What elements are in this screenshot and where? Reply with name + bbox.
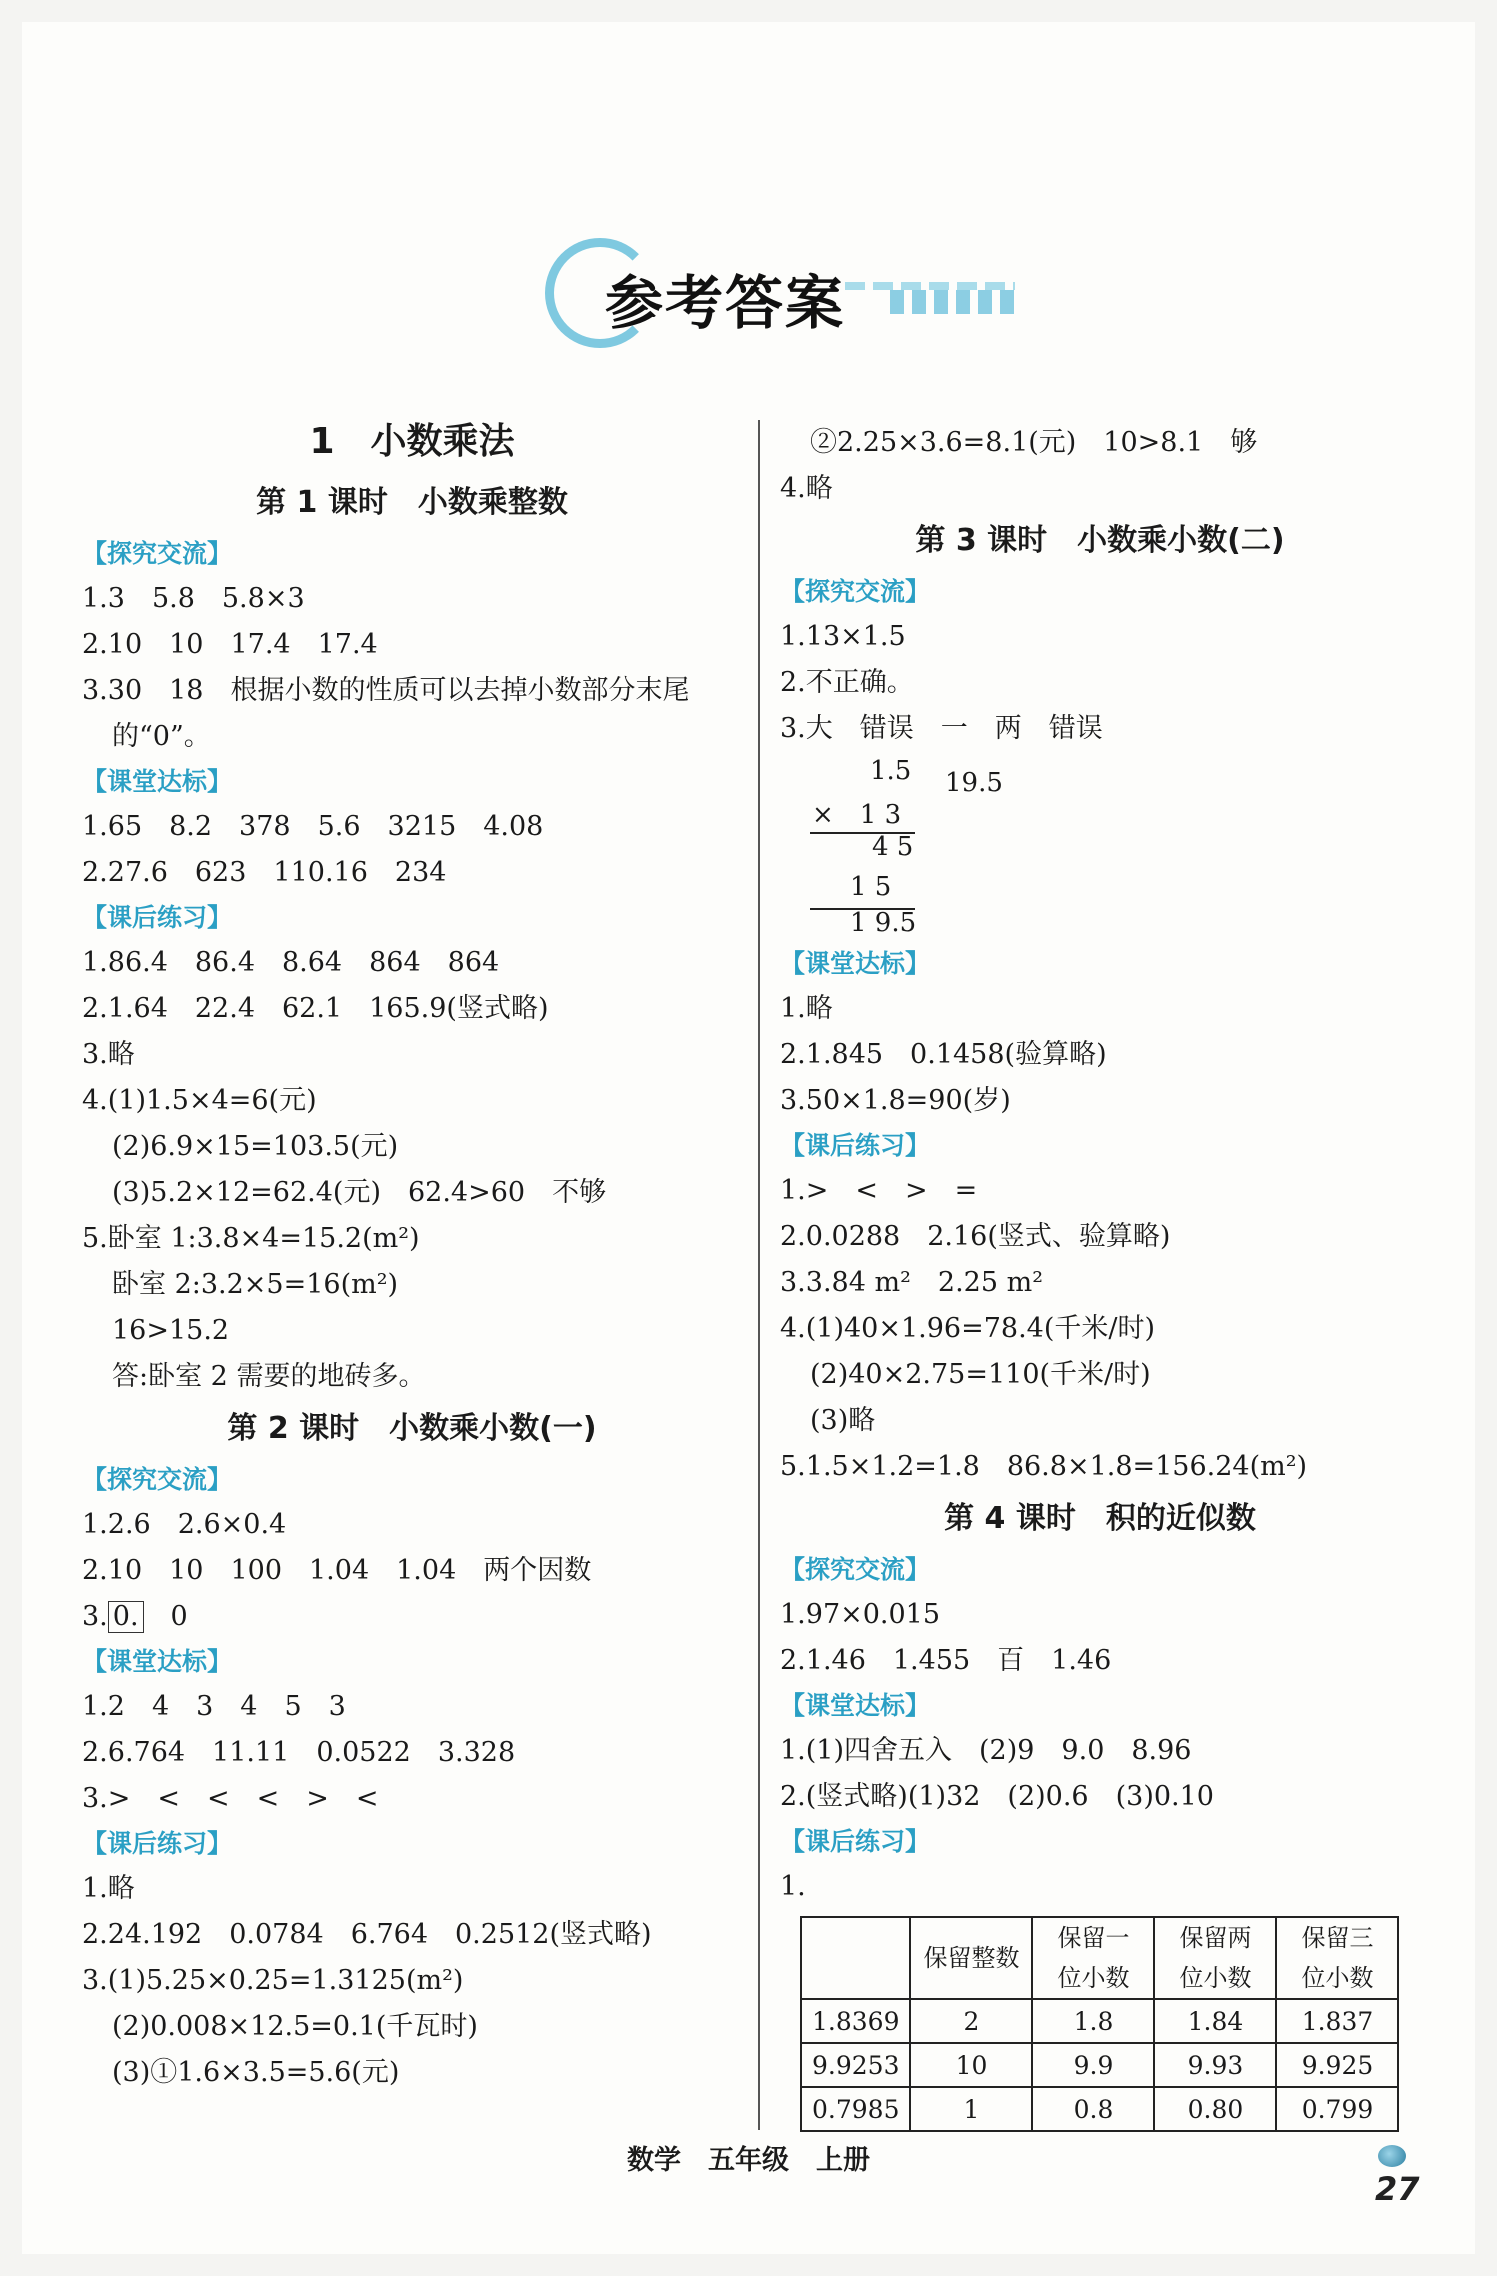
calc-result: 1 9.5 bbox=[850, 908, 917, 938]
answer-line: (3)①1.6×3.5=5.6(元) bbox=[112, 2057, 400, 2088]
section-tag: 【课堂达标】 bbox=[780, 949, 931, 978]
page-footer: 数学 五年级 上册 bbox=[627, 2145, 870, 2176]
table-cell: 1.8 bbox=[1032, 1999, 1154, 2043]
table-cell: 1 bbox=[910, 2087, 1032, 2131]
lesson2-heading: 第 2 课时 小数乘小数(一) bbox=[227, 1411, 597, 1446]
answer-line: 3.30 18 根据小数的性质可以去掉小数部分末尾 bbox=[82, 675, 690, 706]
table-row bbox=[801, 2043, 1398, 2087]
table-cell: 1.837 bbox=[1276, 1999, 1398, 2043]
title-dash-decoration-2 bbox=[890, 290, 1020, 314]
answer-line: 5.1.5×1.2=1.8 86.8×1.8=156.24(m²) bbox=[780, 1451, 1308, 1482]
lesson1-heading: 第 1 课时 小数乘整数 bbox=[256, 485, 568, 520]
answer-line: 3.略 bbox=[82, 1039, 135, 1070]
answer-line: 1.2 4 3 4 5 3 bbox=[82, 1691, 346, 1722]
right-column bbox=[780, 420, 1420, 2132]
calc-multiplier: × 1 3 bbox=[812, 800, 902, 830]
calc-partial-2: 1 5 bbox=[850, 872, 892, 902]
answer-line: 1.86.4 86.4 8.64 864 864 bbox=[82, 947, 500, 978]
section-tag: 【课堂达标】 bbox=[82, 767, 233, 796]
answer-line: 4.(1)40×1.96=78.4(千米/时) bbox=[780, 1313, 1156, 1344]
table-cell: 9.9253 bbox=[801, 2043, 910, 2087]
answer-line: ②2.25×3.6=8.1(元) 10>8.1 够 bbox=[810, 427, 1258, 458]
calc-result-side: 19.5 bbox=[945, 768, 1003, 798]
calc-multiplicand: 1.5 bbox=[870, 756, 912, 786]
page-title: 参考答案 bbox=[605, 269, 846, 337]
table-row bbox=[801, 1999, 1398, 2043]
column-divider bbox=[758, 420, 760, 2130]
answer-line: 答:卧室 2 需要的地砖多。 bbox=[112, 1361, 426, 1392]
answer-line: 2.6.764 11.11 0.0522 3.328 bbox=[82, 1737, 516, 1768]
answer-line: 1.略 bbox=[82, 1873, 135, 1904]
answer-line: 卧室 2:3.2×5=16(m²) bbox=[112, 1269, 399, 1300]
globe-icon bbox=[1378, 2145, 1406, 2167]
answer-line: 5.卧室 1:3.8×4=15.2(m²) bbox=[82, 1223, 420, 1254]
section-tag: 【探究交流】 bbox=[82, 539, 233, 568]
section-tag: 【探究交流】 bbox=[82, 1465, 233, 1494]
chapter-heading: 1 小数乘法 bbox=[309, 421, 515, 462]
table-cell: 0.799 bbox=[1276, 2087, 1398, 2131]
answer-line: 1.略 bbox=[780, 993, 833, 1024]
header-line: 位小数 bbox=[1179, 1964, 1252, 1992]
answer-line: 2.10 10 100 1.04 1.04 两个因数 bbox=[82, 1555, 592, 1586]
section-tag: 【探究交流】 bbox=[780, 1555, 931, 1584]
table-row bbox=[801, 2087, 1398, 2131]
section-tag: 【探究交流】 bbox=[780, 577, 931, 606]
table-cell: 9.925 bbox=[1276, 2043, 1398, 2087]
header-line: 保留三 bbox=[1301, 1924, 1374, 1952]
table-cell: 9.9 bbox=[1032, 2043, 1154, 2087]
page-number: 27 bbox=[1375, 2170, 1420, 2208]
table-cell: 1.84 bbox=[1154, 1999, 1276, 2043]
answer-prefix: 3. bbox=[82, 1601, 108, 1632]
table-header-cell bbox=[1154, 1917, 1276, 1999]
answer-line: 3.大 错误 一 两 错误 bbox=[780, 713, 1103, 744]
answer-line: 1.(1)四舍五入 (2)9 9.0 8.96 bbox=[780, 1735, 1192, 1766]
title-dash-decoration bbox=[845, 282, 1015, 290]
answer-line: 3.50×1.8=90(岁) bbox=[780, 1085, 1011, 1116]
table-header-cell bbox=[1032, 1917, 1154, 1999]
section-tag: 【课后练习】 bbox=[780, 1131, 931, 1160]
vertical-calculation bbox=[780, 752, 1420, 942]
answer-line: 4.略 bbox=[780, 473, 833, 504]
header-line: 保留两 bbox=[1179, 1924, 1252, 1952]
table-header-cell bbox=[1276, 1917, 1398, 1999]
table-cell: 1.8369 bbox=[801, 1999, 910, 2043]
answer-line: 1.2.6 2.6×0.4 bbox=[82, 1509, 287, 1540]
answer-line: 1.65 8.2 378 5.6 3215 4.08 bbox=[82, 811, 544, 842]
section-tag: 【课后练习】 bbox=[780, 1827, 931, 1856]
answer-line: 1.13×1.5 bbox=[780, 621, 906, 652]
table-header-row bbox=[801, 1917, 1398, 1999]
answer-line: 的“0”。 bbox=[112, 721, 211, 752]
table-cell: 9.93 bbox=[1154, 2043, 1276, 2087]
answer-line: (2)40×2.75=110(千米/时) bbox=[810, 1359, 1151, 1390]
lesson4-heading: 第 4 课时 积的近似数 bbox=[944, 1501, 1256, 1536]
table-cell: 0.7985 bbox=[801, 2087, 910, 2131]
answer-line: 1. bbox=[780, 1871, 806, 1902]
answer-line: 1.> < > = bbox=[780, 1175, 978, 1206]
table-cell: 10 bbox=[910, 2043, 1032, 2087]
section-tag: 【课堂达标】 bbox=[780, 1691, 931, 1720]
header-line: 位小数 bbox=[1301, 1964, 1374, 1992]
left-column bbox=[82, 410, 742, 2096]
answer-line: 2.(竖式略)(1)32 (2)0.6 (3)0.10 bbox=[780, 1781, 1214, 1812]
answer-line: 2.24.192 0.0784 6.764 0.2512(竖式略) bbox=[82, 1919, 652, 1950]
answer-line: 2.不正确。 bbox=[780, 667, 914, 698]
answer-line: 2.27.6 623 110.16 234 bbox=[82, 857, 447, 888]
answer-line: 2.10 10 17.4 17.4 bbox=[82, 629, 378, 660]
answer-line: (2)6.9×15=103.5(元) bbox=[112, 1131, 399, 1162]
answer-line: 3.3.84 m² 2.25 m² bbox=[780, 1267, 1044, 1298]
table-cell: 2 bbox=[910, 1999, 1032, 2043]
answer-line: 1.97×0.015 bbox=[780, 1599, 941, 1630]
answer-line: 2.0.0288 2.16(竖式、验算略) bbox=[780, 1221, 1171, 1252]
section-tag: 【课后练习】 bbox=[82, 1829, 233, 1858]
table-header-cell bbox=[801, 1917, 910, 1999]
answer-line: (3)5.2×12=62.4(元) 62.4>60 不够 bbox=[112, 1177, 607, 1208]
header-line: 位小数 bbox=[1057, 1964, 1130, 1992]
table-cell: 0.80 bbox=[1154, 2087, 1276, 2131]
answer-line: 3.> < < < > < bbox=[82, 1783, 379, 1814]
section-tag: 【课后练习】 bbox=[82, 903, 233, 932]
header-line: 保留一 bbox=[1057, 1924, 1130, 1952]
answer-line: (2)0.008×12.5=0.1(千瓦时) bbox=[112, 2011, 478, 2042]
boxed-answer: 0. bbox=[108, 1601, 144, 1633]
answer-line: (3)略 bbox=[810, 1405, 876, 1436]
answer-line: 2.1.64 22.4 62.1 165.9(竖式略) bbox=[82, 993, 549, 1024]
answer-line: 3.(1)5.25×0.25=1.3125(m²) bbox=[82, 1965, 464, 1996]
lesson3-heading: 第 3 课时 小数乘小数(二) bbox=[915, 523, 1285, 558]
section-tag: 【课堂达标】 bbox=[82, 1647, 233, 1676]
answer-rest: 0 bbox=[143, 1601, 188, 1632]
rounding-table bbox=[800, 1916, 1399, 2132]
answer-line: 2.1.46 1.455 百 1.46 bbox=[780, 1645, 1112, 1676]
title-banner bbox=[545, 238, 985, 358]
table-cell: 0.8 bbox=[1032, 2087, 1154, 2131]
answer-line: 4.(1)1.5×4=6(元) bbox=[82, 1085, 317, 1116]
calc-partial-1: 4 5 bbox=[872, 832, 914, 862]
answer-line: 16>15.2 bbox=[112, 1315, 230, 1346]
answer-line: 1.3 5.8 5.8×3 bbox=[82, 583, 305, 614]
table-header-cell: 保留整数 bbox=[910, 1917, 1032, 1999]
answer-line bbox=[82, 1594, 742, 1640]
answer-line: 2.1.845 0.1458(验算略) bbox=[780, 1039, 1107, 1070]
